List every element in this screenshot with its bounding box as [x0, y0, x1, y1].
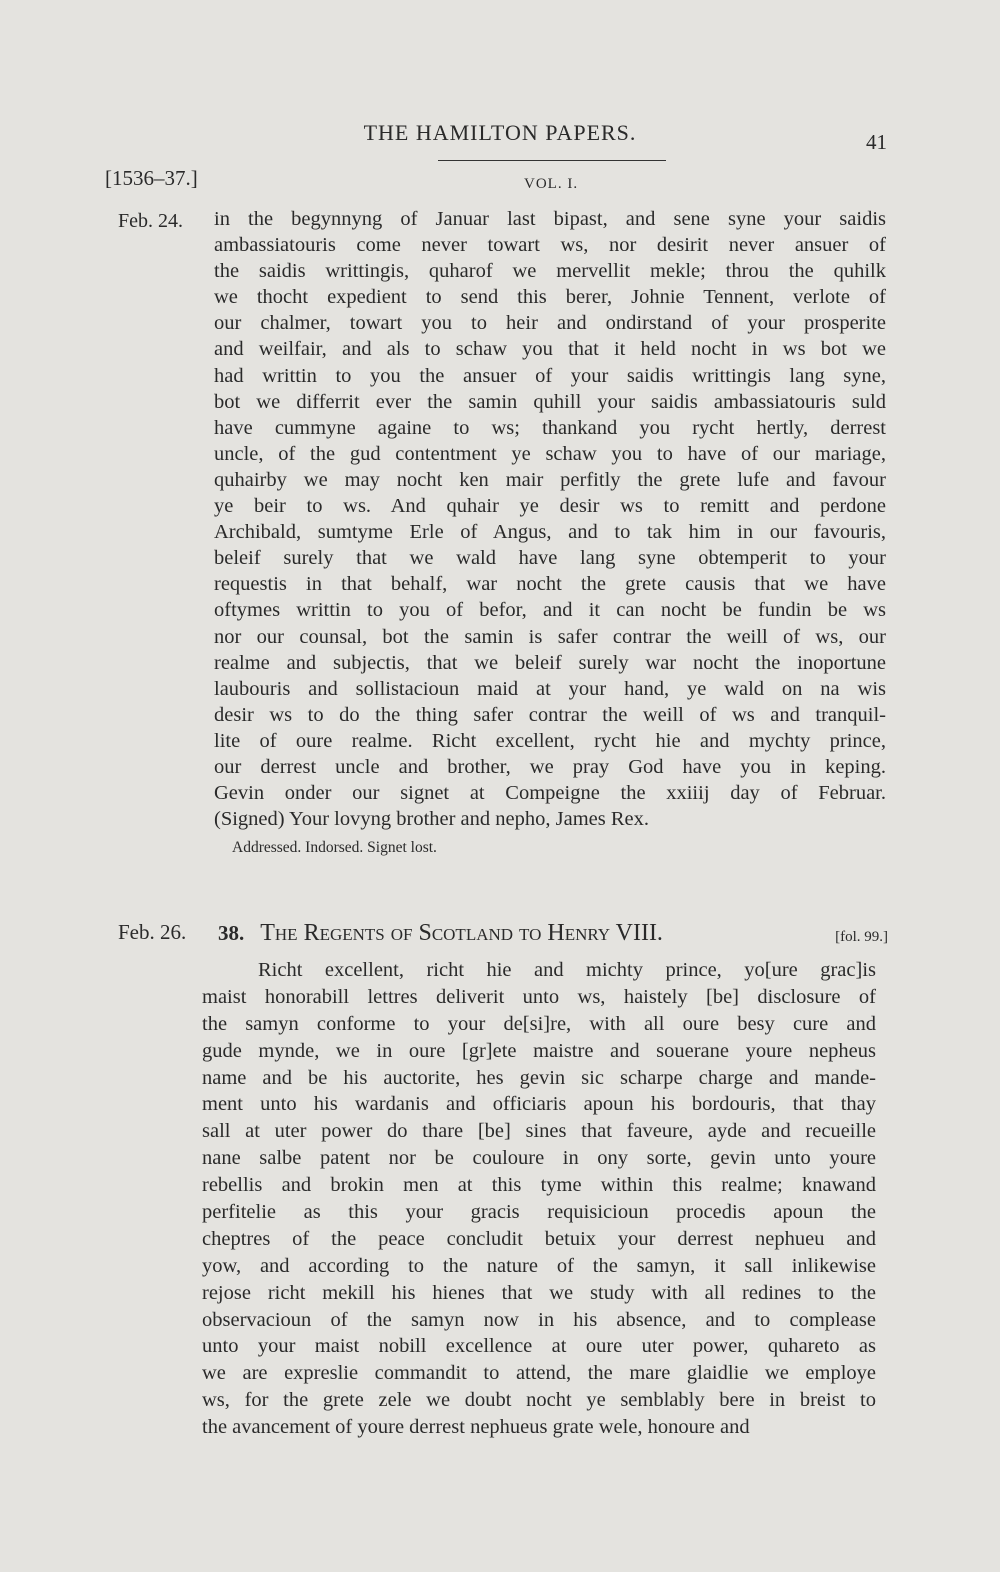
text-line: oftymes writtin to you of befor, and it can nocht be fundin be ws: [214, 599, 886, 622]
text-line: ye beir to ws. And quhair ye desir ws to remitt and perdone: [214, 495, 886, 518]
text-line: Richt excellent, richt hie and michty prince, yo[ure grac]is: [258, 959, 876, 981]
document-heading: [218, 918, 888, 948]
text-line: maist honorabill lettres deliverit unto ws, haistely [be] disclosure of: [202, 985, 876, 1008]
text-line: we are expreslie commandit to attend, the mare glaidlie we employe: [202, 1362, 876, 1385]
text-line: the saidis writtingis, quharof we mervellit mekle; throu the quhilk: [214, 260, 886, 283]
text-line: (Signed) Your lovyng brother and nepho, James Rex.: [214, 808, 650, 831]
volume-label: VOL. I.: [524, 176, 579, 192]
margin-date-feb-24: Feb. 24.: [118, 210, 183, 232]
folio-reference: [fol. 99.]: [835, 929, 888, 945]
text-line: observacioun of the samyn now in his absence, and to complease: [202, 1308, 876, 1331]
text-line: the samyn conforme to your de[si]re, with all oure besy cure and: [202, 1012, 876, 1035]
date-range: [1536–37.]: [105, 166, 198, 190]
endorsement-note: Addressed. Indorsed. Signet lost.: [232, 839, 437, 857]
text-line: perfitelie as this your gracis requisicioun procedis apoun the: [202, 1201, 876, 1224]
title-rule: [438, 160, 666, 161]
text-line: the avancement of youre derrest nephueus grate wele, honoure and: [202, 1416, 750, 1439]
text-line: rejose richt mekill his hienes that we study with all redines to the: [202, 1281, 876, 1304]
text-line: yow, and according to the nature of the samyn, it sall inlikewise: [202, 1254, 876, 1277]
text-line: cheptres of the peace concludit betuix your derrest nephueu and: [202, 1227, 876, 1250]
letter-2-text: [202, 957, 876, 1441]
text-line: laubouris and sollistacioun maid at your hand, ye wald on na wis: [214, 677, 886, 700]
text-line: unto your maist nobill excellence at oure uter power, quhareto as: [202, 1335, 876, 1358]
letter-1-text: [214, 206, 886, 858]
text-line: quhairby we may nocht ken mair perfitly the grete lufe and favour: [214, 468, 886, 491]
text-line: realme and subjectis, that we beleif surely war nocht the inoportune: [214, 651, 886, 674]
text-line: requestis in that behalf, war nocht the grete causis that we have: [214, 573, 886, 596]
text-line: name and be his auctorite, hes gevin sic scharpe charge and mande-: [202, 1066, 876, 1089]
text-line: Archibald, sumtyme Erle of Angus, and to tak him in our favouris,: [214, 521, 886, 544]
text-line: desir ws to do the thing safer contrar the weill of ws and tranquil-: [214, 703, 886, 726]
text-line: ment unto his wardanis and officiaris apoun his bordouris, that thay: [202, 1093, 876, 1116]
running-title: THE HAMILTON PAPERS.: [363, 120, 637, 145]
page-number: 41: [866, 130, 887, 154]
text-line: beleif surely that we wald have lang syne obtemperit to your: [214, 547, 886, 570]
text-line: uncle, of the gud contentment ye schaw you to have of our mariage,: [214, 442, 886, 465]
document-number: 38.: [218, 921, 245, 945]
text-line: lite of oure realme. Richt excellent, rycht hie and mychty prince,: [214, 729, 886, 752]
text-line: and weilfair, and als to schaw you that it held nocht in ws bot we: [214, 338, 886, 361]
text-line: have cummyne againe to ws; thankand you rycht hertly, derrest: [214, 416, 886, 439]
margin-date-feb-26: Feb. 26.: [118, 920, 187, 944]
text-line: had writtin to you the ansuer of your saidis writtingis lang syne,: [214, 364, 886, 387]
text-line: ambassiatouris come never towart ws, nor desirit never ansuer of: [214, 234, 886, 257]
text-line: we thocht expedient to send this berer, Johnie Tennent, verlote of: [214, 286, 886, 309]
text-line: our derrest uncle and brother, we pray God have you in keping.: [214, 755, 886, 778]
document-title: The Regents of Scotland to Henry VIII.: [260, 920, 663, 946]
text-line: ws, for the grete zele we doubt nocht ye semblably bere in breist to: [202, 1389, 876, 1412]
text-line: in the begynnyng of Januar last bipast, and sene syne your saidis: [214, 208, 886, 230]
text-line: gude mynde, we in oure [gr]ete maistre and souerane youre nepheus: [202, 1039, 876, 1062]
text-line: nane salbe patent nor be couloure in ony sorte, gevin unto youre: [202, 1147, 876, 1170]
text-line: rebellis and brokin men at this tyme within this realme; knawand: [202, 1174, 876, 1197]
text-line: sall at uter power do thare [be] sines that faveure, ayde and recueille: [202, 1120, 876, 1143]
text-line: nor our counsal, bot the samin is safer contrar the weill of ws, our: [214, 625, 886, 648]
text-line: Gevin onder our signet at Compeigne the xxiiij day of Februar.: [214, 782, 886, 805]
text-line: our chalmer, towart you to heir and ondirstand of your prosperite: [214, 312, 886, 335]
text-line: bot we differrit ever the samin quhill your saidis ambassiatouris suld: [214, 390, 886, 413]
